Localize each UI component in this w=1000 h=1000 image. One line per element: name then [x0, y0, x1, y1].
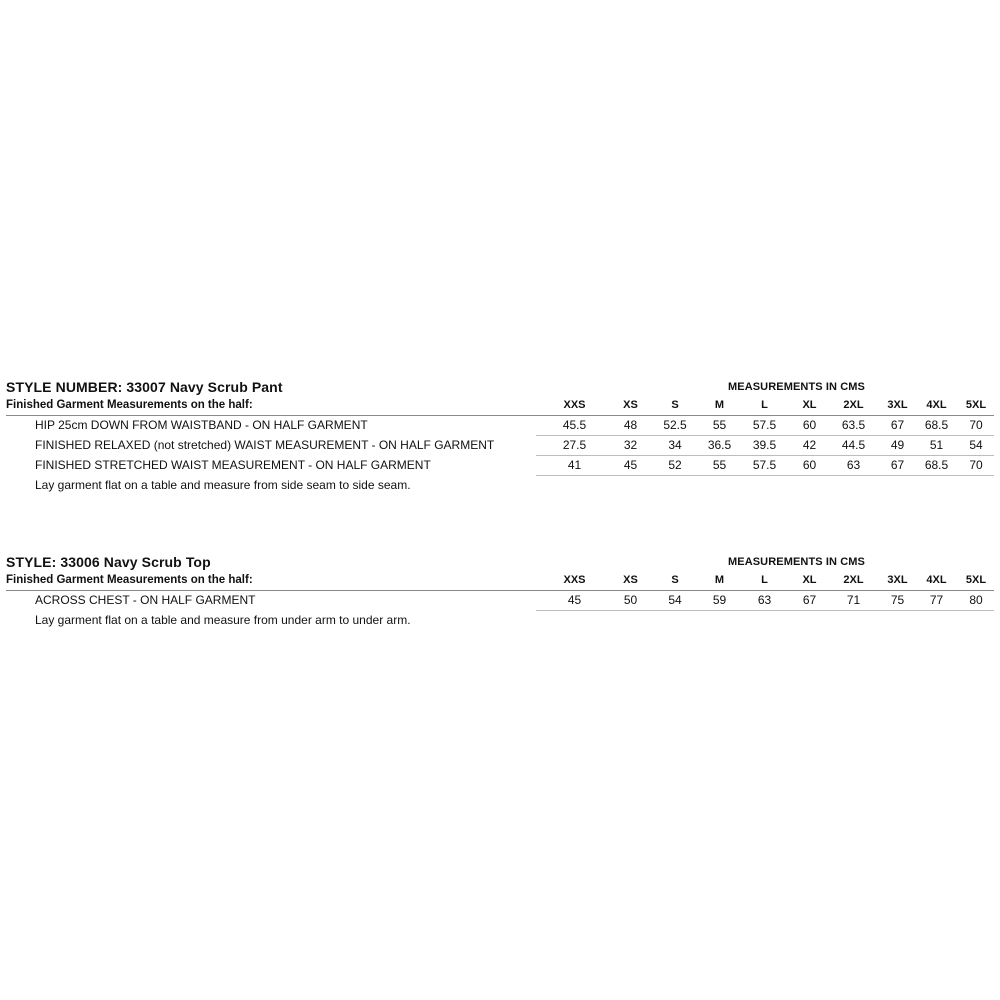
cell-value: 67	[880, 456, 915, 476]
row-label: FINISHED RELAXED (not stretched) WAIST MEASUREMENT - ON HALF GARMENT	[35, 438, 495, 452]
cell-value: 50	[613, 591, 648, 611]
header-label: Finished Garment Measurements on the half:	[6, 396, 536, 416]
cell-value: 48	[613, 416, 648, 436]
cell-value: 57.5	[737, 416, 792, 436]
cell-value: 80	[958, 591, 994, 611]
cell-value: 68.5	[915, 416, 958, 436]
measurement-table	[6, 571, 994, 611]
size-chart-pant	[6, 378, 994, 494]
cell-value: 45	[613, 456, 648, 476]
style-title	[6, 378, 994, 396]
size-header: M	[702, 396, 737, 416]
size-header: M	[702, 571, 737, 591]
cell-value: 54	[648, 591, 702, 611]
size-header: S	[648, 571, 702, 591]
cell-value: 36.5	[702, 436, 737, 456]
cell-value: 63	[737, 591, 792, 611]
header-label: Finished Garment Measurements on the half:	[6, 571, 536, 591]
cell-value: 60	[792, 416, 827, 436]
cell-value: 57.5	[737, 456, 792, 476]
cell-value: 71	[827, 591, 880, 611]
cell-value: 55	[702, 416, 737, 436]
row-label: ACROSS CHEST - ON HALF GARMENT	[35, 593, 256, 608]
cell-value: 45.5	[536, 416, 613, 436]
cell-value: 67	[880, 416, 915, 436]
table-row	[6, 456, 994, 476]
cell-value: 70	[958, 416, 994, 436]
size-header: L	[737, 396, 792, 416]
cell-value: 68.5	[915, 456, 958, 476]
cell-value: 59	[702, 591, 737, 611]
size-header: XL	[792, 571, 827, 591]
table-row	[6, 591, 994, 611]
size-header: XXS	[536, 571, 613, 591]
cell-value: 32	[613, 436, 648, 456]
size-chart-top	[6, 553, 994, 629]
cell-value: 52	[648, 456, 702, 476]
measurements-caption: MEASUREMENTS IN CMS	[728, 381, 865, 393]
style-title-text: STYLE: 33006 Navy Scrub Top	[6, 554, 211, 570]
size-header: 4XL	[915, 396, 958, 416]
cell-value: 34	[648, 436, 702, 456]
cell-value: 77	[915, 591, 958, 611]
size-header: XL	[792, 396, 827, 416]
row-label: HIP 25cm DOWN FROM WAISTBAND - ON HALF GARMENT	[35, 418, 368, 433]
cell-value: 63	[827, 456, 880, 476]
size-header: XS	[613, 571, 648, 591]
size-header: 3XL	[880, 571, 915, 591]
size-header: XXS	[536, 396, 613, 416]
size-header: 2XL	[827, 571, 880, 591]
header-row	[6, 571, 994, 591]
measurement-table	[6, 396, 994, 476]
measuring-note: Lay garment flat on a table and measure from under arm to under arm.	[35, 613, 411, 627]
size-header: S	[648, 396, 702, 416]
cell-value: 75	[880, 591, 915, 611]
cell-value: 54	[958, 436, 994, 456]
size-header: 2XL	[827, 396, 880, 416]
size-header: 4XL	[915, 571, 958, 591]
style-title	[6, 553, 994, 571]
row-label: FINISHED STRETCHED WAIST MEASUREMENT - ON HALF GARMENT	[35, 458, 431, 472]
header-row	[6, 396, 994, 416]
cell-value: 39.5	[737, 436, 792, 456]
cell-value: 52.5	[648, 416, 702, 436]
cell-value: 55	[702, 456, 737, 476]
size-header: L	[737, 571, 792, 591]
cell-value: 60	[792, 456, 827, 476]
cell-value: 42	[792, 436, 827, 456]
size-header: 3XL	[880, 396, 915, 416]
table-row	[6, 436, 994, 456]
measurements-caption: MEASUREMENTS IN CMS	[728, 556, 865, 568]
cell-value: 27.5	[536, 436, 613, 456]
table-row	[6, 416, 994, 436]
size-header: XS	[613, 396, 648, 416]
cell-value: 70	[958, 456, 994, 476]
size-header: 5XL	[958, 571, 994, 591]
cell-value: 44.5	[827, 436, 880, 456]
cell-value: 67	[792, 591, 827, 611]
cell-value: 49	[880, 436, 915, 456]
measuring-note: Lay garment flat on a table and measure from side seam to side seam.	[35, 478, 411, 492]
cell-value: 51	[915, 436, 958, 456]
size-header: 5XL	[958, 396, 994, 416]
style-title-text: STYLE NUMBER: 33007 Navy Scrub Pant	[6, 379, 283, 395]
cell-value: 41	[536, 456, 613, 476]
cell-value: 63.5	[827, 416, 880, 436]
cell-value: 45	[536, 591, 613, 611]
